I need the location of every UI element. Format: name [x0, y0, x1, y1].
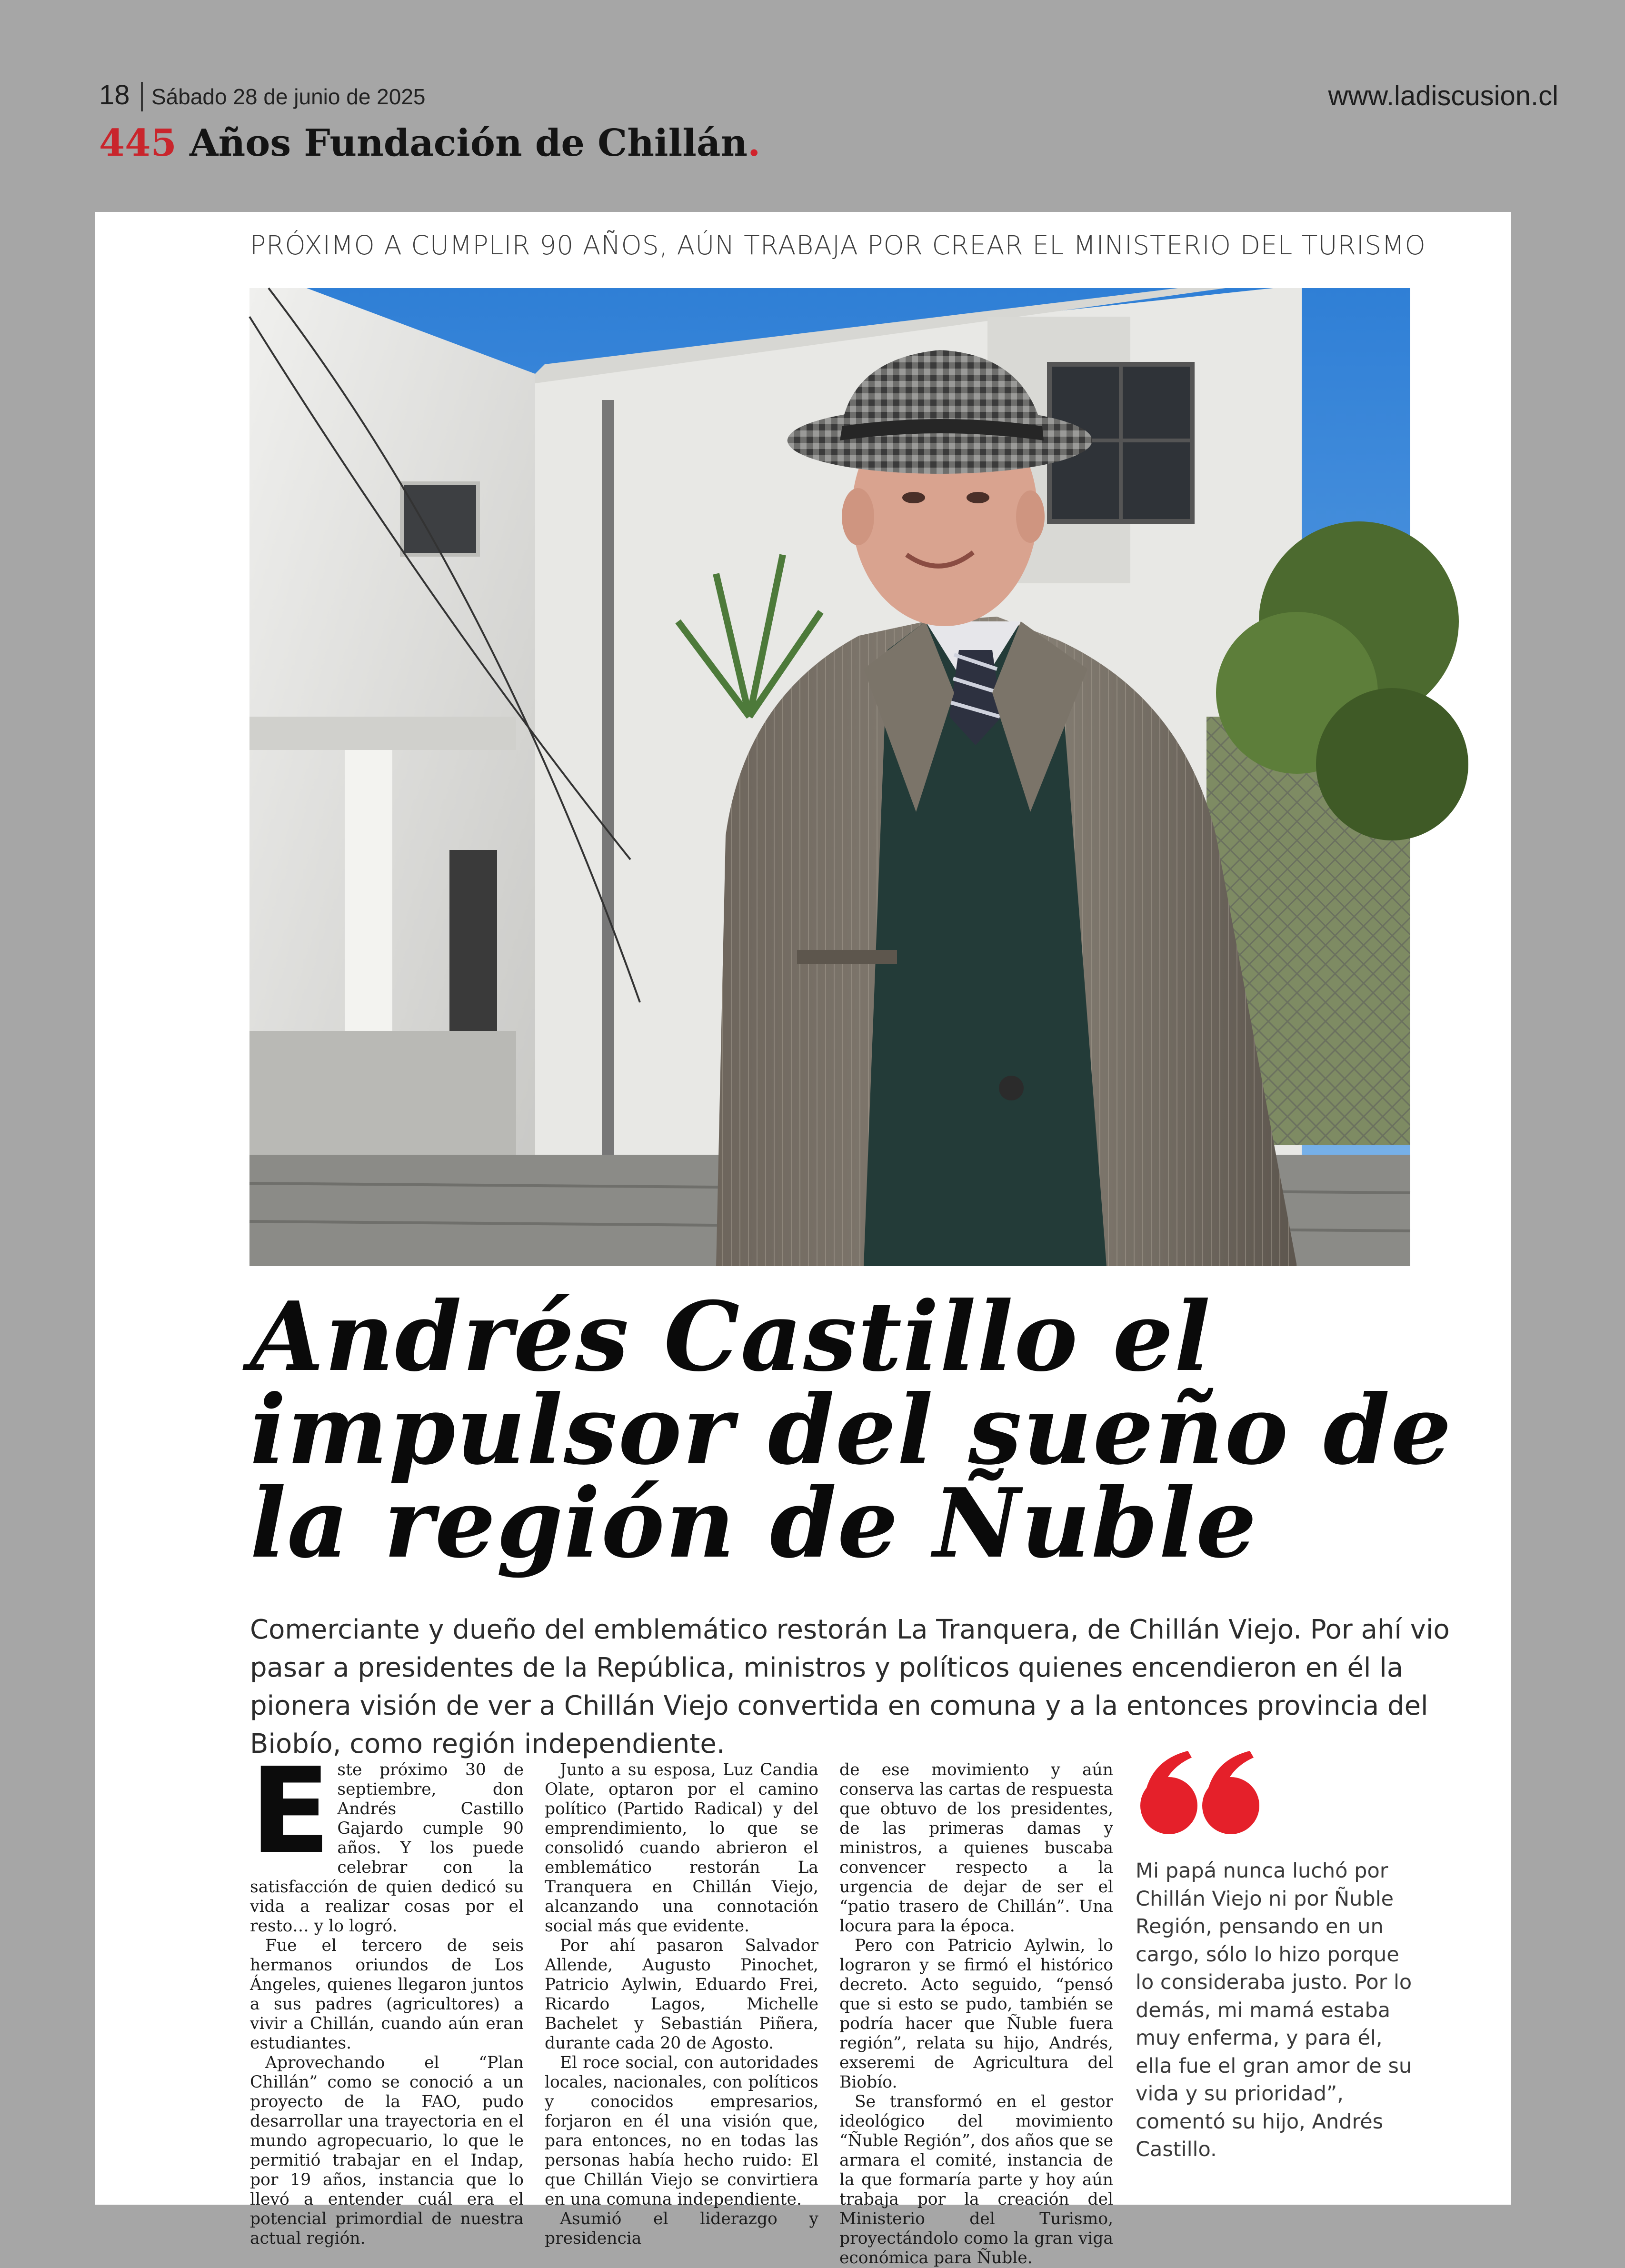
section-dot: .	[748, 121, 761, 165]
body-paragraph: El roce social, con autoridades locales, nacionales, con políticos y conocidos empresarios, forjaron en él una visión que, para entonces, no en todas las personas había hecho ruido: El que Chillán Viejo se convirtiera en una comuna independiente.	[545, 2053, 818, 2209]
drop-cap: E	[250, 1743, 331, 1880]
section-number: 445	[99, 121, 177, 165]
body-paragraph: Asumió el liderazgo y presidencia	[545, 2209, 818, 2248]
body-column-2	[545, 1760, 818, 2248]
body-paragraph: ste próximo 30 de septiembre, don Andrés Castillo Gajardo cumple 90 años. Y los puede celebrar con la satisfacción de quien dedicó su vida a realizar cosas por el resto… y lo logró.	[250, 1760, 524, 1936]
headline-line: impulsor del sueño de	[250, 1374, 1453, 1486]
headline-line: Andrés Castillo el	[250, 1281, 1212, 1393]
body-paragraph: Junto a su esposa, Luz Candia Olate, optaron por el camino político (Partido Radical) y del emprendimiento, lo que se consolidó cuando abrieron el emblemático restorán La Tranquera en Chillán Viejo, alcanzando una connotación social más que evidente.	[545, 1760, 818, 1936]
body-paragraph: Aprovechando el “Plan Chillán” como se conoció a un proyecto de la FAO, pudo desarrollar una trayectoria en el mundo agropecuario, lo que le permitió trabajar en el Indap, por 19 años, instancia que lo llevó a entender cuál era el potencial primordial de nuestra actual región.	[250, 2053, 524, 2248]
article-panel	[95, 212, 1511, 2268]
body-paragraph: de ese movimiento y aún conserva las cartas de respuesta que obtuvo de los presidentes, de las primeras damas y ministros, a quienes buscaba convencer respecto a la urgencia de dejar de ser el “patio trasero de Chillán”. Una locura para la época.	[839, 1760, 1113, 1936]
body-column-3	[839, 1760, 1113, 2268]
headline-line: la región de Ñuble	[250, 1468, 1258, 1579]
body-paragraph: Se transformó en el gestor ideológico del movimiento “Ñuble Región”, dos años que se armara el comité, instancia de la que formaría parte y hoy aún trabaja por la creación del Ministerio del Turismo, proyectándolo como la gran viga económica para Ñuble.	[839, 2092, 1113, 2268]
article-headline	[250, 1281, 1469, 1579]
article-photo	[249, 288, 1410, 1266]
body-paragraph: Pero con Patricio Aylwin, lo lograron y se firmó el histórico decreto. Acto seguido, “pensó que si esto se pudo, también se podría hacer que Ñuble fuera región”, relata su hijo, Andrés, exseremi de Agricultura del Biobío.	[839, 1936, 1113, 2092]
page-header	[0, 0, 1625, 205]
site-url-link[interactable]: www.ladiscusion.cl	[1328, 80, 1558, 111]
section-title-text: Años Fundación de Chillán	[189, 121, 748, 165]
body-column-1	[250, 1743, 524, 2248]
issue-date: Sábado 28 de junio de 2025	[151, 84, 426, 109]
photo-of-man-in-hat-and-suit-in-front-of-white-house	[249, 288, 1410, 1266]
article-kicker: PRÓXIMO A CUMPLIR 90 AÑOS, AÚN TRABAJA POR CREAR EL MINISTERIO DEL TURISMO	[250, 230, 1426, 260]
body-paragraph: Fue el tercero de seis hermanos oriundos de Los Ángeles, quienes llegaron juntos a sus padres (agricultores) a vivir a Chillán, cuando aún eran estudiantes.	[250, 1936, 524, 2053]
pull-quote: Mi papá nunca luchó por Chillán Viejo ni por Ñuble Región, pensando en un cargo, sólo lo hizo porque lo consideraba justo. Por lo demás, mi mamá estaba muy enferma, y para él, ella fue el gran amor de su vida y su prioridad”, comentó su hijo, Andrés Castillo.	[1136, 1859, 1412, 2161]
body-paragraph: Por ahí pasaron Salvador Allende, Augusto Pinochet, Patricio Aylwin, Eduardo Frei, Ricardo Lagos, Michelle Bachelet y Sebastián Piñera, durante cada 20 de Agosto.	[545, 1936, 818, 2053]
quotation-mark-icon	[1136, 1751, 1269, 1837]
page-number: 18	[99, 80, 130, 110]
header-divider	[141, 82, 143, 111]
article-deck: Comerciante y dueño del emblemático restorán La Tranquera, de Chillán Viejo. Por ahí vio pasar a presidentes de la República, ministros y políticos quienes encendieron en él la pionera visión de ver a Chillán Viejo convertida en comuna y a la entonces provincia del Biobío, como región independiente.	[250, 1614, 1450, 1759]
section-title	[99, 121, 760, 165]
